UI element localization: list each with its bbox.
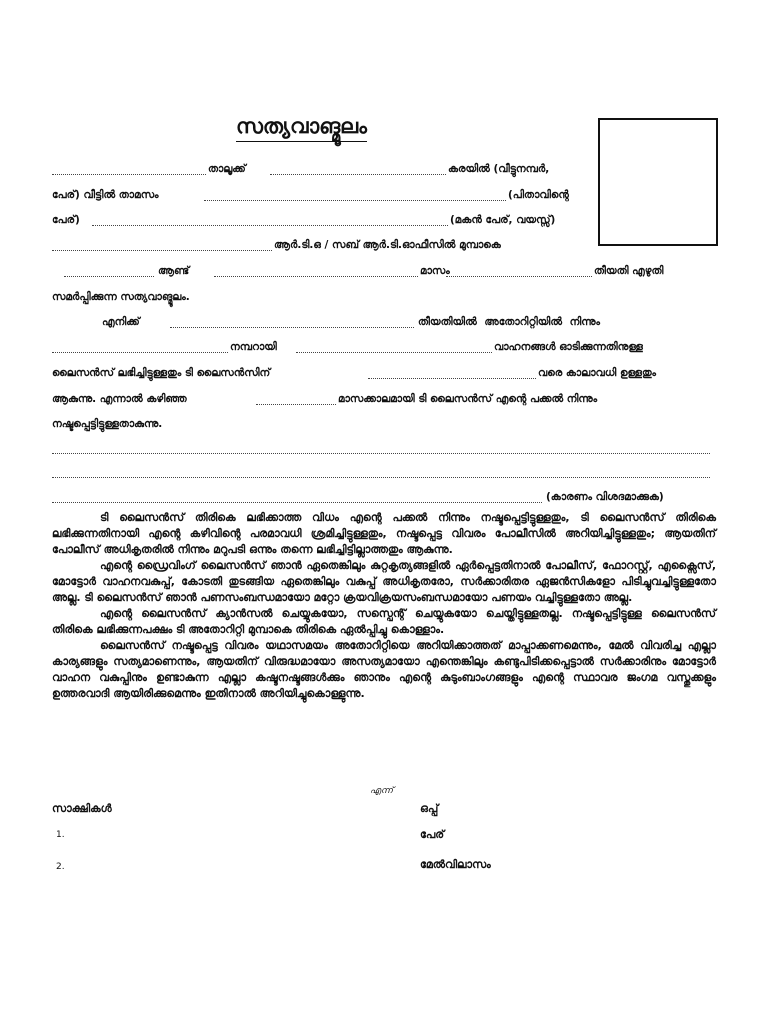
paragraph-2: എന്റെ ഡ്രൈവിംഗ് ലൈസൻസ് ഞാൻ ഏതെങ്കിലും കുറ്റകൃത്യങ്ങളിൽ ഏർപ്പെട്ടതിനാൽ പോലീസ്, ഫോറസ്റ്റ്, എക്സൈസ്, മോട്ടോർ വാഹനവകുപ്പ്, കോടതി തുടങ്ങിയ ഏതെങ്കിലും വകുപ്പ് അധികൃതരോ, സർക്കാരിതര ഏജൻസികളോ പിടിച്ചുവച്ചിട്ടുള്ളതോ അല്ല. ടി ലൈസൻസ് ഞാൻ പണസംബന്ധമായോ മറ്റോ ക്രയവിക്രയസംബന്ധമായോ പണയം വച്ചിട്ടുള്ളതോ അല്ല. xyxy=(52,559,716,604)
label-reason: (കാരണം വിശദമാക്കുക) xyxy=(546,491,664,503)
label-taluk: താലൂക്ക് xyxy=(208,163,246,175)
label-year: ആണ്ട് xyxy=(158,265,190,277)
label-residence: പേര്) വീട്ടിൽ താമസം xyxy=(52,189,159,201)
blank-license-no[interactable] xyxy=(52,352,228,353)
label-license-got: ലൈസൻസ് ലഭിച്ചിട്ടുള്ളതും ടി ലൈസൻസിന് xyxy=(52,367,271,379)
blank-reason-3[interactable] xyxy=(52,502,542,503)
label-authority: തീയതിയിൽ അതോറിറ്റിയിൽ നിന്നും xyxy=(418,316,600,328)
label-months-lost: മാസക്കാലമായി ടി ലൈസൻസ് എന്റെ പക്കൽ നിന്നും xyxy=(338,393,598,405)
page-title: സത്യവാങ്മൂലം xyxy=(236,114,367,142)
photo-box[interactable] xyxy=(598,118,718,246)
blank-vehicle[interactable] xyxy=(296,352,492,353)
blank-month[interactable] xyxy=(214,276,418,277)
label-father: (പിതാവിന്റെ xyxy=(508,189,569,201)
label-son: (മകൻ പേര്, വയസ്സ്) xyxy=(450,214,556,226)
label-kara: കരയിൽ (വീട്ടുനമ്പർ, xyxy=(448,163,550,175)
label-submit: സമർപ്പിക്കുന്ന സത്യവാങ്മൂലം. xyxy=(52,291,190,303)
blank-year[interactable] xyxy=(64,276,154,277)
label-witnesses: സാക്ഷികൾ xyxy=(52,802,112,815)
blank-date[interactable] xyxy=(446,276,592,277)
blank-reason-1[interactable] xyxy=(52,453,710,454)
label-validity: വരെ കാലാവധി ഉള്ളതും xyxy=(538,367,657,379)
paragraph-1: ടി ലൈസൻസ് തിരികെ ലഭിക്കാത്ത വിധം എന്റെ പക്കൽ നിന്നും നഷ്ടപ്പെട്ടിട്ടുള്ളതും, ടി ലൈസൻസ് തിരികെ ലഭിക്കുന്നതിനായി എന്റെ കഴിവിന്റെ പരമാവധി ശ്രമിച്ചിട്ടുള്ളതും, നഷ്ടപ്പെട്ട വിവരം പോലീസിൽ അറിയിച്ചിട്ടുള്ളതും; ആയതിന് പോലീസ് അധികൃതരിൽ നിന്നും മറുപടി ഒന്നും തന്നെ ലഭിച്ചിട്ടില്ലാത്തതും ആകുന്നു. xyxy=(52,511,716,556)
blank-house[interactable] xyxy=(204,200,506,201)
label-date: തീയതി എഴുതി xyxy=(594,265,664,277)
blank-reason-2[interactable] xyxy=(52,477,710,478)
label-month: മാസം xyxy=(420,265,450,277)
label-name: പേര്) xyxy=(52,214,80,226)
declaration-paragraphs xyxy=(52,510,716,702)
label-name-field: പേര് xyxy=(420,828,445,841)
blank-validity[interactable] xyxy=(368,378,536,379)
label-signature: ഒപ്പ് xyxy=(420,802,439,815)
blank-issue-date[interactable] xyxy=(170,327,414,328)
label-ennu: എന്ന് xyxy=(370,786,393,796)
witness-2-number: 2. xyxy=(56,862,65,872)
blank-kara[interactable] xyxy=(270,174,446,175)
label-vehicles: വാഹനങ്ങൾ ഓടിക്കുന്നതിനുള്ള xyxy=(494,341,643,353)
witness-1-number: 1. xyxy=(56,830,65,840)
paragraph-4: ലൈസൻസ് നഷ്ടപ്പെട്ട വിവരം യഥാസമയം അതോറിറ്റിയെ അറിയിക്കാത്തത് മാപ്പാക്കണമെന്നും, മേൽ വിവരിച്ച എല്ലാ കാര്യങ്ങളും സത്യമാണെന്നും, ആയതിന് വിരുദ്ധമായോ അസത്യമായോ എന്തെങ്കിലും കണ്ടുപിടിക്കപ്പെട്ടാൽ സർക്കാരിനും മോട്ടോർ വാഹന വകുപ്പിനും ഉണ്ടാകുന്ന എല്ലാ കഷ്ടനഷ്ടങ്ങൾക്കും ഞാനും എന്റെ കുടുംബാംഗങ്ങളും എന്റെ സ്ഥാവര ജംഗമ വസ്തുക്കളും ഉത്തരവാദി ആയിരിക്കുമെന്നും ഇതിനാൽ അറിയിച്ചുകൊള്ളുന്നു. xyxy=(52,639,716,700)
label-number: നമ്പറായി xyxy=(230,341,277,353)
blank-taluk[interactable] xyxy=(52,174,206,175)
blank-father-name[interactable] xyxy=(92,225,448,226)
label-address-field: മേൽവിലാസം xyxy=(420,858,491,871)
label-lost: നഷ്ടപ്പെട്ടിട്ടുള്ളതാകുന്നു. xyxy=(52,418,163,430)
label-rto: ആർ.ടി.ഒ / സബ് ആർ.ടി.ഓഫീസിൽ മുമ്പാകെ xyxy=(274,239,501,251)
blank-rto[interactable] xyxy=(52,250,272,251)
label-enikku: എനിക്ക് xyxy=(102,316,140,328)
paragraph-3: എന്റെ ലൈസൻസ് ക്യാൻസൽ ചെയ്യുകയോ, സസ്പെന്റ് ചെയ്യുകയോ ചെയ്തിട്ടുള്ളതല്ല. നഷ്ടപ്പെട്ടിട്ടുള്ള ലൈസൻസ് തിരികെ ലഭിക്കുന്നപക്ഷം ടി അതോറിറ്റി മുമ്പാകെ തിരികെ ഏൽപ്പിച്ചു കൊള്ളാം. xyxy=(52,607,716,636)
label-but-last: ആകുന്നു. എന്നാൽ കഴിഞ്ഞ xyxy=(52,393,187,405)
blank-months[interactable] xyxy=(256,404,336,405)
